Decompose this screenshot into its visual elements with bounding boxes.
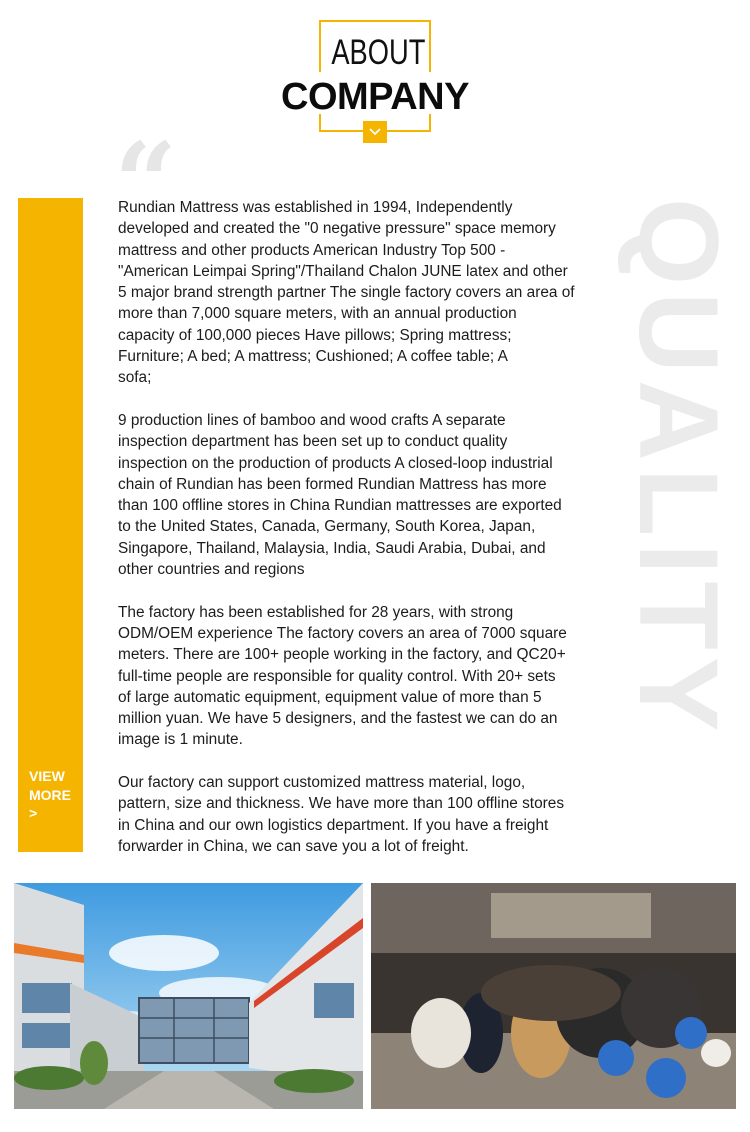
paragraph: Rundian Mattress was established in 1994, Independently developed and created the "0 negative pressure" space memory mattress and other products American Industry Top 500 - "American Leimpai Spring"/Thailand Chalon JUNE latex and other 5 major brand strength partner The single factory covers an area of more than 7,000 square meters, with an annual production capacity of 100,000 pieces Have pillows; Spring mattress; Furniture; A bed; A mattress; Cushioned; A coffee table; A sofa; <box>118 199 575 387</box>
view-more-line2: MORE <box>29 786 71 803</box>
watermark-text: QUALITY <box>616 198 741 739</box>
view-more-line1: VIEW <box>29 768 65 784</box>
title-about: ABOUT <box>331 33 426 72</box>
side-accent-bar <box>18 198 83 852</box>
paragraph: 9 production lines of bamboo and wood crafts A separate inspection department has been set up to conduct quality inspection on the production of products A closed-loop industrial chain of Rundian has been formed Rundian Mattress has more than 100 offline stores in China Rundian mattresses are exported to the United States, Canada, Germany, South Korea, Japan, Singapore, Thailand, Malaysia, India, Saudi Arabia, Dubai, and other countries and regions <box>118 411 562 579</box>
team-group-photo <box>371 883 736 1109</box>
watermark <box>588 198 748 848</box>
chevron-down-icon <box>363 121 387 143</box>
view-more-arrow: > <box>29 805 38 821</box>
title-company: COMPANY <box>281 76 469 118</box>
quote-icon: “ <box>114 118 178 247</box>
paragraph: The factory has been established for 28 years, with strong ODM/OEM experience The factory covers an area of 7000 square meters. There are 100+ people working in the factory, and QC20+ full-time people are responsible for quality control. With 20+ sets of large automatic equipment, equipment value of more than 5 million yuan. We have 5 designers, and the fastest we can do an image is 1 minute. <box>118 603 567 749</box>
factory-building-photo <box>14 883 363 1109</box>
view-more-button[interactable] <box>29 767 85 823</box>
paragraph: Our factory can support customized mattress material, logo, pattern, size and thickness. We have more than 100 offline stores in China and our own logistics department. If you have a freight forwarder in China, we can save you a lot of freight. <box>118 774 565 855</box>
company-description <box>118 197 596 879</box>
